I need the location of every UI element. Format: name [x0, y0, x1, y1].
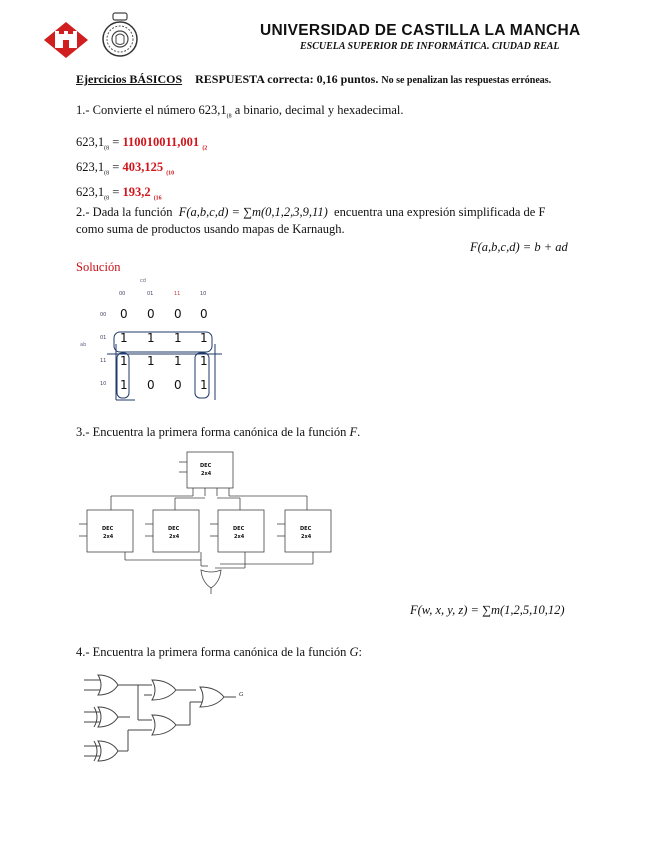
kmap-cell: 1 — [200, 354, 208, 368]
q2-function: F(a,b,c,d) = ∑m(0,1,2,3,9,11) — [178, 205, 328, 219]
seal-logo — [100, 12, 140, 58]
kmap-cell: 1 — [120, 331, 128, 345]
decoder-size: 2x4 — [301, 534, 312, 540]
karnaugh-map — [80, 278, 230, 408]
kmap-col-header: 10 — [200, 291, 207, 297]
kmap-cell: 0 — [120, 307, 128, 321]
kmap-cell: 0 — [174, 378, 182, 392]
kmap-col-header: 00 — [119, 291, 126, 297]
decoder-label: DEC — [168, 526, 180, 532]
kmap-row-header: 00 — [100, 312, 107, 318]
q1-prompt: 1.- Convierte el número $623,1_{(8}$ a binario, decimal y hexadecimal. — [76, 103, 404, 120]
kmap-cell: 1 — [174, 354, 182, 368]
logic-gates-circuit — [78, 670, 258, 770]
kmap-cell: 1 — [147, 354, 155, 368]
q2-prompt: 2.- Dada la función F(a,b,c,d) = ∑m(0,1,2,3,9,11) encuentra una expresión simplificada de F — [76, 205, 546, 219]
kmap-cell: 1 — [200, 378, 208, 392]
q1-answer-decimal: $623,1_{(8} = 403,125$ $_{(10}$ — [76, 160, 175, 177]
q1-answer-hex: $623,1_{(8} = 193,2$ $_{(16}$ — [76, 185, 162, 202]
penalty-note: No se penalizan las respuestas erróneas. — [381, 75, 552, 86]
kmap-cell: 1 — [120, 378, 128, 392]
kmap-cell: 1 — [147, 331, 155, 345]
kmap-cell: 0 — [147, 307, 155, 321]
kmap-row-header: 10 — [100, 381, 107, 387]
castle-logo — [42, 20, 90, 60]
decoder-size: 2x4 — [103, 534, 114, 540]
kmap-cell: 0 — [147, 378, 155, 392]
kmap-cell: 0 — [174, 307, 182, 321]
decoder-label: DEC — [233, 526, 245, 532]
kmap-row-header: 01 — [100, 335, 107, 341]
kmap-cols-label: cd — [140, 278, 146, 284]
kmap-cell: 0 — [200, 307, 208, 321]
school-name: ESCUELA SUPERIOR DE INFORMÁTICA. CIUDAD REAL — [300, 41, 560, 52]
decoder-label: DEC — [200, 463, 212, 469]
kmap-cell: 1 — [174, 331, 182, 345]
q3-prompt: 3.- Encuentra la primera forma canónica de la función F. — [76, 425, 361, 439]
points-text: RESPUESTA correcta: 0,16 puntos. — [195, 72, 379, 86]
kmap-col-header: 11 — [174, 291, 181, 297]
decoder-label: DEC — [102, 526, 114, 532]
section-title: Ejercicios BÁSICOS — [76, 72, 183, 86]
q1-answer-binary: $623,1_{(8} = 110010011,001$ $_{(2}$ — [76, 135, 208, 152]
decoder-size: 2x4 — [201, 471, 212, 477]
kmap-cell: 1 — [120, 354, 128, 368]
decoder-size: 2x4 — [169, 534, 180, 540]
kmap-cell: 1 — [200, 331, 208, 345]
section-header — [76, 72, 551, 87]
q1-answers — [76, 133, 207, 208]
q3-result: F(w, x, y, z) = ∑m(1,2,5,10,12) — [410, 603, 565, 617]
q2-prompt-line2: como suma de productos usando mapas de Karnaugh. — [76, 222, 345, 236]
kmap-row-header: 11 — [100, 358, 107, 364]
decoder-circuit — [75, 448, 335, 598]
university-name: UNIVERSIDAD DE CASTILLA LA MANCHA — [260, 22, 581, 39]
q4-prompt: 4.- Encuentra la primera forma canónica de la función G: — [76, 645, 362, 659]
q2-result: F(a,b,c,d) = b + ad — [470, 240, 568, 254]
gate-output-label: G — [239, 692, 244, 698]
kmap-rows-label: ab — [80, 342, 87, 348]
kmap-col-header: 01 — [147, 291, 154, 297]
decoder-size: 2x4 — [234, 534, 245, 540]
decoder-label: DEC — [300, 526, 312, 532]
solution-label: Solución — [76, 260, 121, 274]
